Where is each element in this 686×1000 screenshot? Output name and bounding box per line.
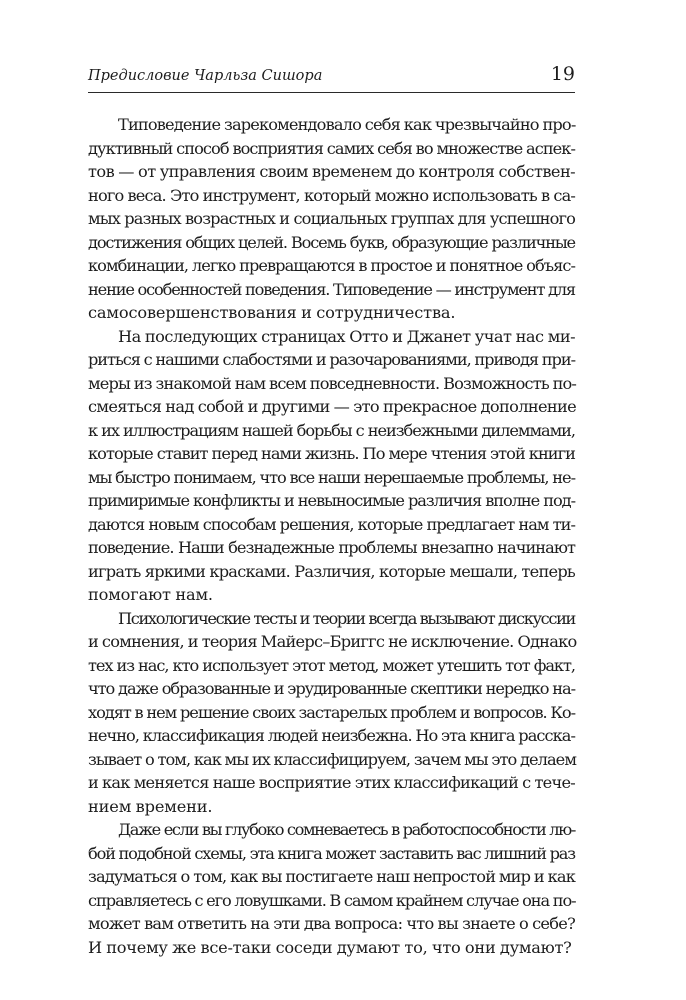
paragraph [88,607,575,819]
page-number: 19 [550,63,575,85]
text-line: нечно, классификация людей неизбежна. Но эта книга расска- [88,726,576,745]
text-line: меры из знакомой нам всем повседневности. Возможность по- [88,373,577,393]
text-line: справляетесь с его ловушками. В самом крайнем случае она по- [88,890,576,910]
text-line: поведение. Наши безнадежные проблемы внезапно начинают [88,538,575,557]
text-line: достижения общих целей. Восемь букв, образующие различные [88,232,575,252]
text-line: смеяться над собой и другими — это прекрасное дополнение [88,397,577,416]
text-line: нение особенностей поведения. Типоведение — инструмент для [88,279,575,299]
text-line: риться с нашими слабостями и разочарованиями, приводя при- [88,350,575,369]
text-line: которые ставит перед нами жизнь. По мере чтения этой книги [88,444,575,463]
text-line: комбинации, легко превращаются в простое и понятное объяс- [88,256,575,275]
text-line: Психологические тесты и теории всегда вызывают дискуссии [118,608,575,628]
text-line: зывает о том, как мы их классифицируем, зачем мы это делаем [88,749,576,769]
paragraph [88,325,575,607]
paragraph [88,113,575,325]
text-line: помогают нам. [88,585,213,604]
text-line: Типоведение зарекомендовало себя как чрезвычайно про- [118,115,576,134]
text-line: может вам ответить на эти два вопроса: что вы знаете о себе? [88,914,575,933]
paragraph [88,818,575,959]
text-line: мых разных возрастных и социальных группах для успешного [88,209,575,228]
text-line: тов — от управления своим временем до контроля собствен- [88,162,576,181]
text-line: играть яркими красками. Различия, которые мешали, теперь [88,561,575,581]
text-line: что даже образованные и эрудированные скептики нередко на- [88,679,575,698]
text-line: примиримые конфликты и невыносимые различия вполне под- [88,491,575,510]
text-line: Даже если вы глубоко сомневаетесь в работоспособности лю- [118,820,575,839]
text-line: и сомнения, и теория Майерс–Бриггс не исключение. Однако [88,632,577,651]
text-line: даются новым способам решения, которые предлагает нам ти- [88,514,575,534]
text-line: задуматься о том, как вы постигаете наш непростой мир и как [88,867,575,886]
text-line: и как меняется наше восприятие этих классификаций с тече- [88,773,575,792]
text-line: бой подобной схемы, эта книга может заставить вас лишний раз [88,843,575,863]
running-header [88,60,575,93]
text-line: самосовершенствования и сотрудничества. [88,303,456,322]
text-line: мы быстро понимаем, что все наши нерешаемые проблемы, не- [88,467,575,487]
text-line: нием времени. [88,796,213,816]
text-line: к их иллюстрациям нашей борьбы с неизбежными дилеммами, [88,420,575,440]
text-line: ходят в нем решение своих застарелых проблем и вопросов. Ко- [88,702,575,722]
text-line: дуктивный способ восприятия самих себя во множестве аспек- [88,138,575,158]
text-line: ного веса. Это инструмент, который можно использовать в са- [88,185,575,205]
running-title: Предисловие Чарльза Сишора [88,68,323,84]
body-text [88,113,575,959]
text-line: тех из нас, кто использует этот метод, может утешить тот факт, [88,655,575,675]
text-line: И почему же все-таки соседи думают то, что они думают? [88,937,572,957]
text-line: На последующих страницах Отто и Джанет учат нас ми- [118,326,575,346]
